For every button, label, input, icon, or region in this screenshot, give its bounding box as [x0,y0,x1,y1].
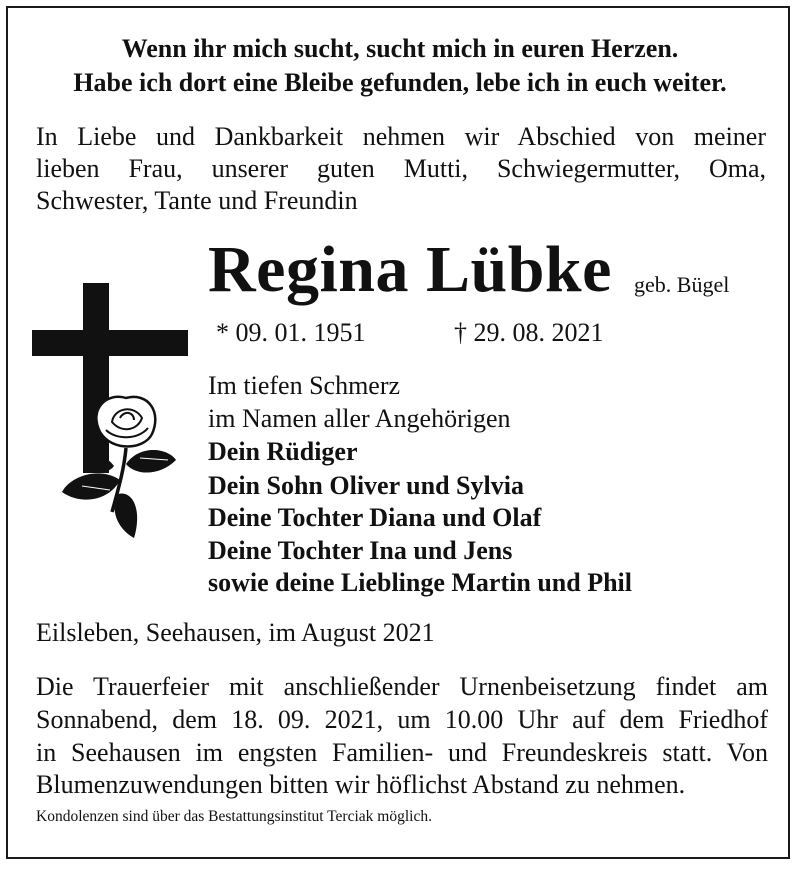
birth-date: * 09. 01. 1951 [216,318,366,347]
maiden-name: geb. Bügel [634,272,730,297]
mourner-name: sowie deine Lieblinge Martin und Phil [208,568,632,597]
funeral-line-2: Sonnabend, dem 18. 09. 2021, um 10.00 Uhr auf dem Friedhof [36,705,768,734]
intro-line-2: lieben Frau, unserer guten Mutti, Schwiegermutter, Oma, [36,154,766,183]
condolence-note: Kondolenzen sind über das Bestattungsinstitut Terciak möglich. [36,808,432,825]
place-date: Eilsleben, Seehausen, im August 2021 [36,618,435,647]
mourner-name: Dein Rüdiger [208,437,358,466]
motto-line-2: Habe ich dort eine Bleibe gefunden, lebe ich in euch weiter. [73,68,727,97]
funeral-line-1: Die Trauerfeier mit anschließender Urnenbeisetzung findet am [36,672,768,701]
funeral-line-3: in Seehausen im engsten Familien- und Freundeskreis statt. Von [36,738,768,767]
mourners-line-1: Im tiefen Schmerz [208,371,401,400]
mourner-name: Dein Sohn Oliver und Sylvia [208,471,524,500]
intro-line-1: In Liebe und Dankbarkeit nehmen wir Abschied von meiner [36,122,766,151]
mourner-name: Deine Tochter Diana und Olaf [208,503,542,532]
death-date: † 29. 08. 2021 [454,318,604,347]
motto-line-1: Wenn ihr mich sucht, sucht mich in euren Herzen. [121,34,679,63]
deceased-name: Regina Lübke [208,233,612,306]
cross-icon [30,280,192,550]
rose-icon [62,397,176,538]
mourners-line-2: im Namen aller Angehörigen [208,404,511,433]
mourner-name: Deine Tochter Ina und Jens [208,536,513,565]
funeral-line-4: Blumenzuwendungen bitten wir höflichst Abstand zu nehmen. [36,770,686,799]
intro-line-3: Schwester, Tante und Freundin [36,186,358,215]
